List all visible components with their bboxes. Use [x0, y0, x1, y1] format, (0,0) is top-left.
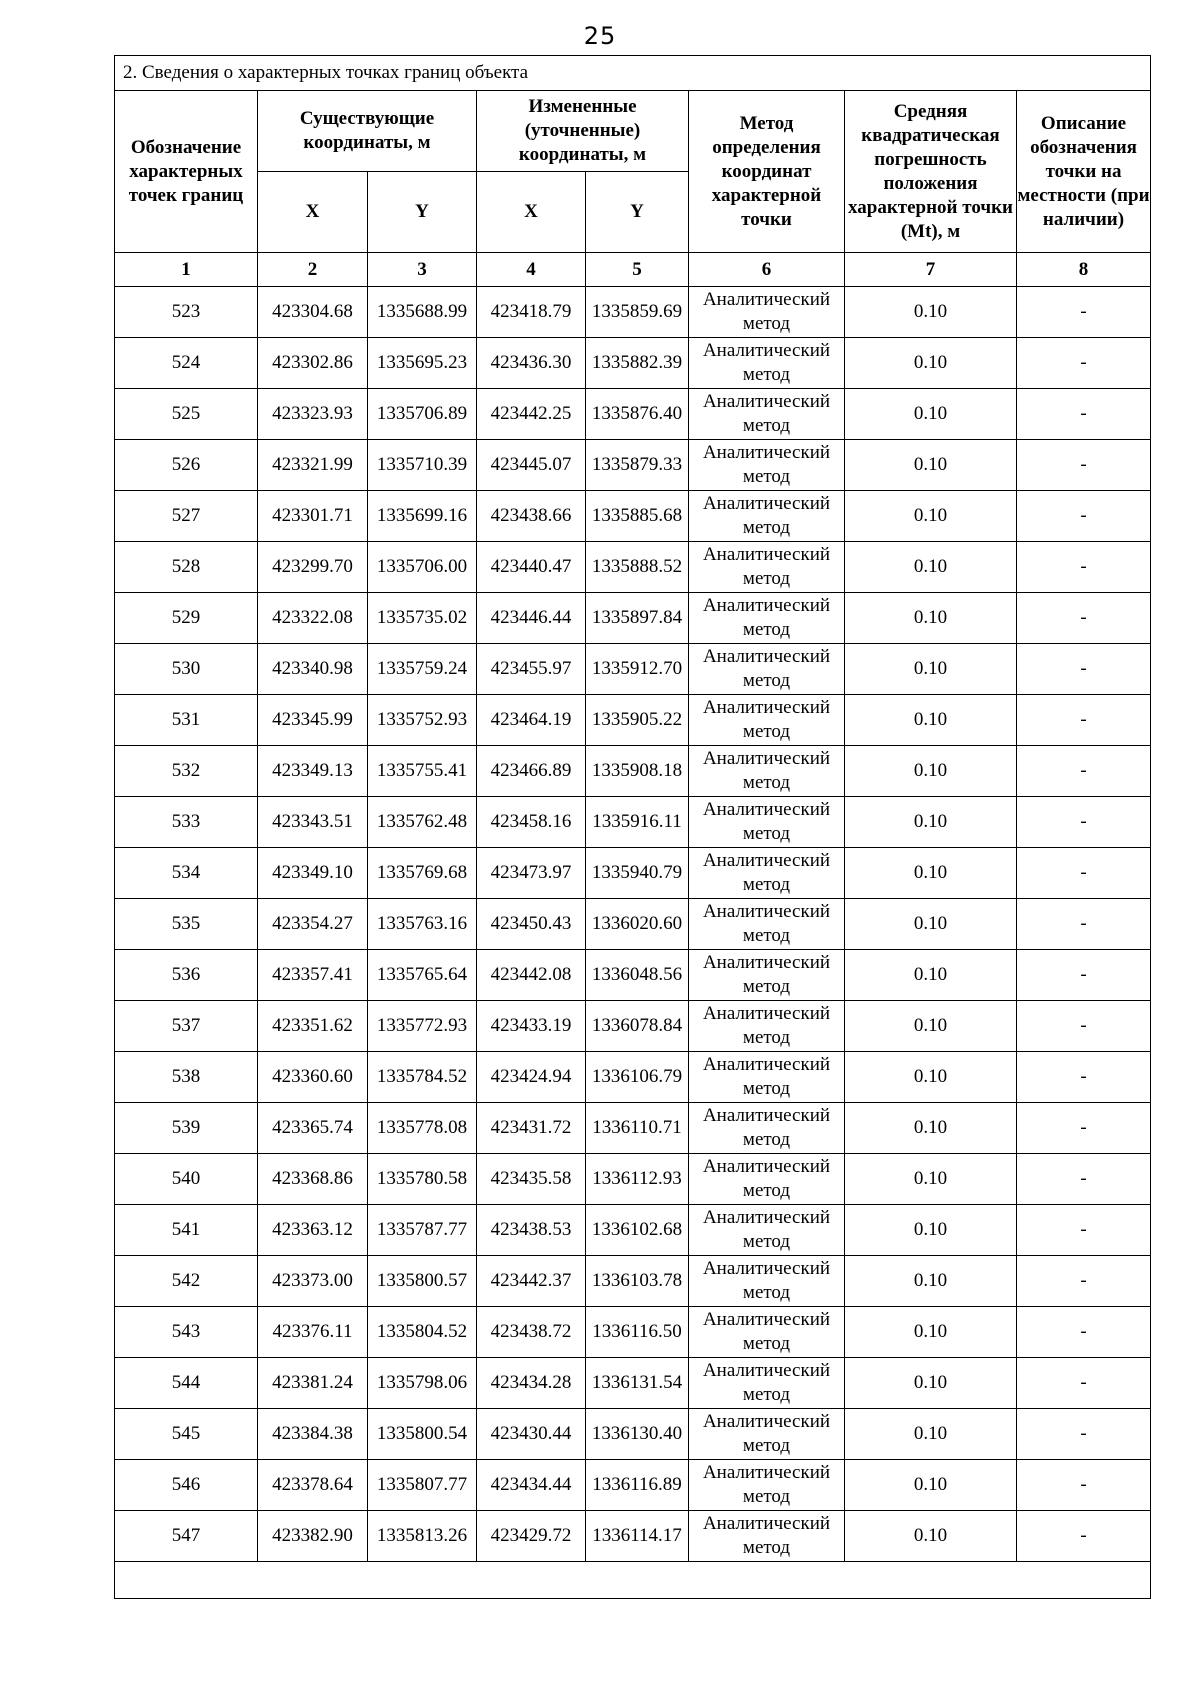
description-cell: -: [1017, 1001, 1151, 1052]
existing-y-cell: 1335706.89: [368, 389, 477, 440]
point-id-cell: 526: [115, 440, 258, 491]
changed-y-cell: 1335859.69: [586, 287, 689, 338]
error-cell: 0.10: [845, 389, 1017, 440]
existing-x-cell: 423301.71: [258, 491, 368, 542]
changed-y-cell: 1336078.84: [586, 1001, 689, 1052]
changed-y-cell: 1336102.68: [586, 1205, 689, 1256]
header-error: Средняя квадратическая погрешность положения характерной точки (Mt), м: [845, 91, 1017, 253]
existing-x-cell: 423365.74: [258, 1103, 368, 1154]
column-number: 4: [477, 253, 586, 287]
error-cell: 0.10: [845, 542, 1017, 593]
table-row: [115, 797, 1151, 848]
existing-x-cell: 423357.41: [258, 950, 368, 1001]
point-id-cell: 525: [115, 389, 258, 440]
table-row: [115, 1511, 1151, 1562]
description-cell: -: [1017, 389, 1151, 440]
error-cell: 0.10: [845, 1409, 1017, 1460]
existing-x-cell: 423381.24: [258, 1358, 368, 1409]
method-cell: Аналитический метод: [689, 338, 845, 389]
existing-x-cell: 423360.60: [258, 1052, 368, 1103]
existing-x-cell: 423349.10: [258, 848, 368, 899]
changed-x-cell: 423438.53: [477, 1205, 586, 1256]
table-row: [115, 950, 1151, 1001]
point-id-cell: 539: [115, 1103, 258, 1154]
existing-y-cell: 1335807.77: [368, 1460, 477, 1511]
changed-y-cell: 1335897.84: [586, 593, 689, 644]
point-id-cell: 546: [115, 1460, 258, 1511]
changed-y-cell: 1335876.40: [586, 389, 689, 440]
existing-x-cell: 423376.11: [258, 1307, 368, 1358]
existing-y-cell: 1335688.99: [368, 287, 477, 338]
table-row: [115, 338, 1151, 389]
point-id-cell: 529: [115, 593, 258, 644]
column-number: 1: [115, 253, 258, 287]
table-row: [115, 287, 1151, 338]
description-cell: -: [1017, 593, 1151, 644]
table-row: [115, 695, 1151, 746]
header-description: Описание обозначения точки на местности (при наличии): [1017, 91, 1151, 253]
existing-x-cell: 423323.93: [258, 389, 368, 440]
table-body: [115, 287, 1151, 1599]
method-cell: Аналитический метод: [689, 1256, 845, 1307]
point-id-cell: 535: [115, 899, 258, 950]
changed-x-cell: 423442.25: [477, 389, 586, 440]
changed-x-cell: 423424.94: [477, 1052, 586, 1103]
changed-y-cell: 1335888.52: [586, 542, 689, 593]
changed-y-cell: 1336131.54: [586, 1358, 689, 1409]
description-cell: -: [1017, 1154, 1151, 1205]
changed-y-cell: 1336020.60: [586, 899, 689, 950]
table-row: [115, 848, 1151, 899]
method-cell: Аналитический метод: [689, 1409, 845, 1460]
table-row: [115, 1001, 1151, 1052]
changed-x-cell: 423431.72: [477, 1103, 586, 1154]
method-cell: Аналитический метод: [689, 287, 845, 338]
description-cell: -: [1017, 1511, 1151, 1562]
point-id-cell: 543: [115, 1307, 258, 1358]
error-cell: 0.10: [845, 695, 1017, 746]
changed-x-cell: 423440.47: [477, 542, 586, 593]
header-method: Метод определения координат характерной точки: [689, 91, 845, 253]
column-number: 7: [845, 253, 1017, 287]
table-row: [115, 491, 1151, 542]
error-cell: 0.10: [845, 950, 1017, 1001]
error-cell: 0.10: [845, 1154, 1017, 1205]
existing-y-cell: 1335755.41: [368, 746, 477, 797]
method-cell: Аналитический метод: [689, 542, 845, 593]
error-cell: 0.10: [845, 593, 1017, 644]
error-cell: 0.10: [845, 338, 1017, 389]
existing-x-cell: 423384.38: [258, 1409, 368, 1460]
header-existing-y: Y: [368, 172, 477, 253]
section-title: 2. Сведения о характерных точках границ объекта: [115, 56, 1151, 91]
existing-y-cell: 1335804.52: [368, 1307, 477, 1358]
point-id-cell: 523: [115, 287, 258, 338]
description-cell: -: [1017, 848, 1151, 899]
point-id-cell: 536: [115, 950, 258, 1001]
description-cell: -: [1017, 1052, 1151, 1103]
point-id-cell: 532: [115, 746, 258, 797]
table-row: [115, 440, 1151, 491]
description-cell: -: [1017, 542, 1151, 593]
changed-y-cell: 1336103.78: [586, 1256, 689, 1307]
error-cell: 0.10: [845, 491, 1017, 542]
existing-y-cell: 1335765.64: [368, 950, 477, 1001]
changed-x-cell: 423464.19: [477, 695, 586, 746]
description-cell: -: [1017, 491, 1151, 542]
existing-x-cell: 423299.70: [258, 542, 368, 593]
error-cell: 0.10: [845, 899, 1017, 950]
error-cell: 0.10: [845, 1511, 1017, 1562]
description-cell: -: [1017, 899, 1151, 950]
error-cell: 0.10: [845, 1460, 1017, 1511]
method-cell: Аналитический метод: [689, 1358, 845, 1409]
table-row: [115, 1154, 1151, 1205]
method-cell: Аналитический метод: [689, 440, 845, 491]
changed-x-cell: 423450.43: [477, 899, 586, 950]
table-row: [115, 389, 1151, 440]
method-cell: Аналитический метод: [689, 1154, 845, 1205]
description-cell: -: [1017, 338, 1151, 389]
error-cell: 0.10: [845, 797, 1017, 848]
changed-y-cell: 1335879.33: [586, 440, 689, 491]
column-number: 5: [586, 253, 689, 287]
method-cell: Аналитический метод: [689, 1103, 845, 1154]
table-row: [115, 593, 1151, 644]
table-row: [115, 1103, 1151, 1154]
existing-y-cell: 1335710.39: [368, 440, 477, 491]
changed-x-cell: 423458.16: [477, 797, 586, 848]
existing-x-cell: 423340.98: [258, 644, 368, 695]
description-cell: -: [1017, 644, 1151, 695]
table-row: [115, 644, 1151, 695]
changed-x-cell: 423466.89: [477, 746, 586, 797]
existing-x-cell: 423363.12: [258, 1205, 368, 1256]
method-cell: Аналитический метод: [689, 899, 845, 950]
changed-x-cell: 423442.08: [477, 950, 586, 1001]
table-row: [115, 899, 1151, 950]
existing-x-cell: 423322.08: [258, 593, 368, 644]
changed-x-cell: 423436.30: [477, 338, 586, 389]
point-id-cell: 534: [115, 848, 258, 899]
existing-y-cell: 1335762.48: [368, 797, 477, 848]
existing-y-cell: 1335763.16: [368, 899, 477, 950]
table-row: [115, 1205, 1151, 1256]
error-cell: 0.10: [845, 1307, 1017, 1358]
method-cell: Аналитический метод: [689, 848, 845, 899]
table-row: [115, 746, 1151, 797]
existing-y-cell: 1335772.93: [368, 1001, 477, 1052]
error-cell: 0.10: [845, 1256, 1017, 1307]
description-cell: -: [1017, 746, 1151, 797]
existing-x-cell: 423345.99: [258, 695, 368, 746]
description-cell: -: [1017, 1103, 1151, 1154]
point-id-cell: 530: [115, 644, 258, 695]
existing-y-cell: 1335695.23: [368, 338, 477, 389]
error-cell: 0.10: [845, 1103, 1017, 1154]
table-row: [115, 1307, 1151, 1358]
existing-y-cell: 1335787.77: [368, 1205, 477, 1256]
description-cell: -: [1017, 440, 1151, 491]
existing-x-cell: 423368.86: [258, 1154, 368, 1205]
table-row: [115, 1256, 1151, 1307]
changed-y-cell: 1336048.56: [586, 950, 689, 1001]
method-cell: Аналитический метод: [689, 389, 845, 440]
header-point-designation: Обозначение характерных точек границ: [115, 91, 258, 253]
description-cell: -: [1017, 695, 1151, 746]
method-cell: Аналитический метод: [689, 1511, 845, 1562]
empty-row: [115, 1562, 1151, 1599]
changed-y-cell: 1335885.68: [586, 491, 689, 542]
changed-y-cell: 1336106.79: [586, 1052, 689, 1103]
column-number: 3: [368, 253, 477, 287]
point-id-cell: 540: [115, 1154, 258, 1205]
existing-x-cell: 423378.64: [258, 1460, 368, 1511]
existing-x-cell: 423351.62: [258, 1001, 368, 1052]
changed-y-cell: 1335940.79: [586, 848, 689, 899]
changed-x-cell: 423435.58: [477, 1154, 586, 1205]
changed-x-cell: 423455.97: [477, 644, 586, 695]
changed-x-cell: 423442.37: [477, 1256, 586, 1307]
table-row: [115, 1460, 1151, 1511]
method-cell: Аналитический метод: [689, 797, 845, 848]
error-cell: 0.10: [845, 1205, 1017, 1256]
method-cell: Аналитический метод: [689, 1052, 845, 1103]
point-id-cell: 545: [115, 1409, 258, 1460]
description-cell: -: [1017, 1409, 1151, 1460]
error-cell: 0.10: [845, 1358, 1017, 1409]
existing-x-cell: 423382.90: [258, 1511, 368, 1562]
point-id-cell: 547: [115, 1511, 258, 1562]
point-id-cell: 527: [115, 491, 258, 542]
changed-y-cell: 1336114.17: [586, 1511, 689, 1562]
page-number: 25: [583, 22, 617, 50]
changed-y-cell: 1336112.93: [586, 1154, 689, 1205]
changed-x-cell: 423438.66: [477, 491, 586, 542]
existing-y-cell: 1335784.52: [368, 1052, 477, 1103]
existing-x-cell: 423373.00: [258, 1256, 368, 1307]
column-number: 6: [689, 253, 845, 287]
point-id-cell: 541: [115, 1205, 258, 1256]
changed-y-cell: 1335905.22: [586, 695, 689, 746]
method-cell: Аналитический метод: [689, 1307, 845, 1358]
description-cell: -: [1017, 1358, 1151, 1409]
description-cell: -: [1017, 950, 1151, 1001]
header-changed-y: Y: [586, 172, 689, 253]
changed-x-cell: 423434.44: [477, 1460, 586, 1511]
method-cell: Аналитический метод: [689, 1460, 845, 1511]
header-changed-x: X: [477, 172, 586, 253]
header-changed-coords: Измененные (уточненные) координаты, м: [477, 91, 689, 172]
point-id-cell: 538: [115, 1052, 258, 1103]
method-cell: Аналитический метод: [689, 1001, 845, 1052]
point-id-cell: 537: [115, 1001, 258, 1052]
description-cell: -: [1017, 797, 1151, 848]
error-cell: 0.10: [845, 1052, 1017, 1103]
table-row: [115, 1358, 1151, 1409]
changed-y-cell: 1335882.39: [586, 338, 689, 389]
table-row: [115, 1052, 1151, 1103]
existing-x-cell: 423304.68: [258, 287, 368, 338]
existing-x-cell: 423321.99: [258, 440, 368, 491]
error-cell: 0.10: [845, 287, 1017, 338]
point-id-cell: 528: [115, 542, 258, 593]
method-cell: Аналитический метод: [689, 950, 845, 1001]
boundary-points-table: [114, 55, 1151, 1599]
changed-x-cell: 423429.72: [477, 1511, 586, 1562]
point-id-cell: 531: [115, 695, 258, 746]
table-row: [115, 542, 1151, 593]
point-id-cell: 533: [115, 797, 258, 848]
existing-x-cell: 423302.86: [258, 338, 368, 389]
point-id-cell: 524: [115, 338, 258, 389]
method-cell: Аналитический метод: [689, 593, 845, 644]
changed-x-cell: 423438.72: [477, 1307, 586, 1358]
point-id-cell: 544: [115, 1358, 258, 1409]
description-cell: -: [1017, 287, 1151, 338]
description-cell: -: [1017, 1460, 1151, 1511]
error-cell: 0.10: [845, 644, 1017, 695]
header-existing-coords: Существующие координаты, м: [258, 91, 477, 172]
point-id-cell: 542: [115, 1256, 258, 1307]
header-existing-x: X: [258, 172, 368, 253]
existing-y-cell: 1335800.57: [368, 1256, 477, 1307]
changed-x-cell: 423445.07: [477, 440, 586, 491]
error-cell: 0.10: [845, 848, 1017, 899]
changed-x-cell: 423430.44: [477, 1409, 586, 1460]
changed-y-cell: 1336116.50: [586, 1307, 689, 1358]
changed-x-cell: 423434.28: [477, 1358, 586, 1409]
changed-y-cell: 1336110.71: [586, 1103, 689, 1154]
existing-y-cell: 1335735.02: [368, 593, 477, 644]
changed-y-cell: 1335908.18: [586, 746, 689, 797]
existing-y-cell: 1335769.68: [368, 848, 477, 899]
error-cell: 0.10: [845, 440, 1017, 491]
existing-x-cell: 423349.13: [258, 746, 368, 797]
method-cell: Аналитический метод: [689, 644, 845, 695]
changed-x-cell: 423473.97: [477, 848, 586, 899]
description-cell: -: [1017, 1256, 1151, 1307]
existing-y-cell: 1335759.24: [368, 644, 477, 695]
existing-y-cell: 1335798.06: [368, 1358, 477, 1409]
changed-x-cell: 423433.19: [477, 1001, 586, 1052]
changed-x-cell: 423418.79: [477, 287, 586, 338]
existing-y-cell: 1335780.58: [368, 1154, 477, 1205]
existing-y-cell: 1335800.54: [368, 1409, 477, 1460]
method-cell: Аналитический метод: [689, 746, 845, 797]
changed-y-cell: 1336116.89: [586, 1460, 689, 1511]
method-cell: Аналитический метод: [689, 695, 845, 746]
changed-y-cell: 1335916.11: [586, 797, 689, 848]
method-cell: Аналитический метод: [689, 1205, 845, 1256]
method-cell: Аналитический метод: [689, 491, 845, 542]
changed-y-cell: 1335912.70: [586, 644, 689, 695]
description-cell: -: [1017, 1205, 1151, 1256]
column-number: 2: [258, 253, 368, 287]
existing-x-cell: 423343.51: [258, 797, 368, 848]
existing-x-cell: 423354.27: [258, 899, 368, 950]
description-cell: -: [1017, 1307, 1151, 1358]
column-number: 8: [1017, 253, 1151, 287]
error-cell: 0.10: [845, 746, 1017, 797]
error-cell: 0.10: [845, 1001, 1017, 1052]
existing-y-cell: 1335706.00: [368, 542, 477, 593]
changed-x-cell: 423446.44: [477, 593, 586, 644]
changed-y-cell: 1336130.40: [586, 1409, 689, 1460]
existing-y-cell: 1335778.08: [368, 1103, 477, 1154]
existing-y-cell: 1335699.16: [368, 491, 477, 542]
existing-y-cell: 1335752.93: [368, 695, 477, 746]
existing-y-cell: 1335813.26: [368, 1511, 477, 1562]
table-row: [115, 1409, 1151, 1460]
